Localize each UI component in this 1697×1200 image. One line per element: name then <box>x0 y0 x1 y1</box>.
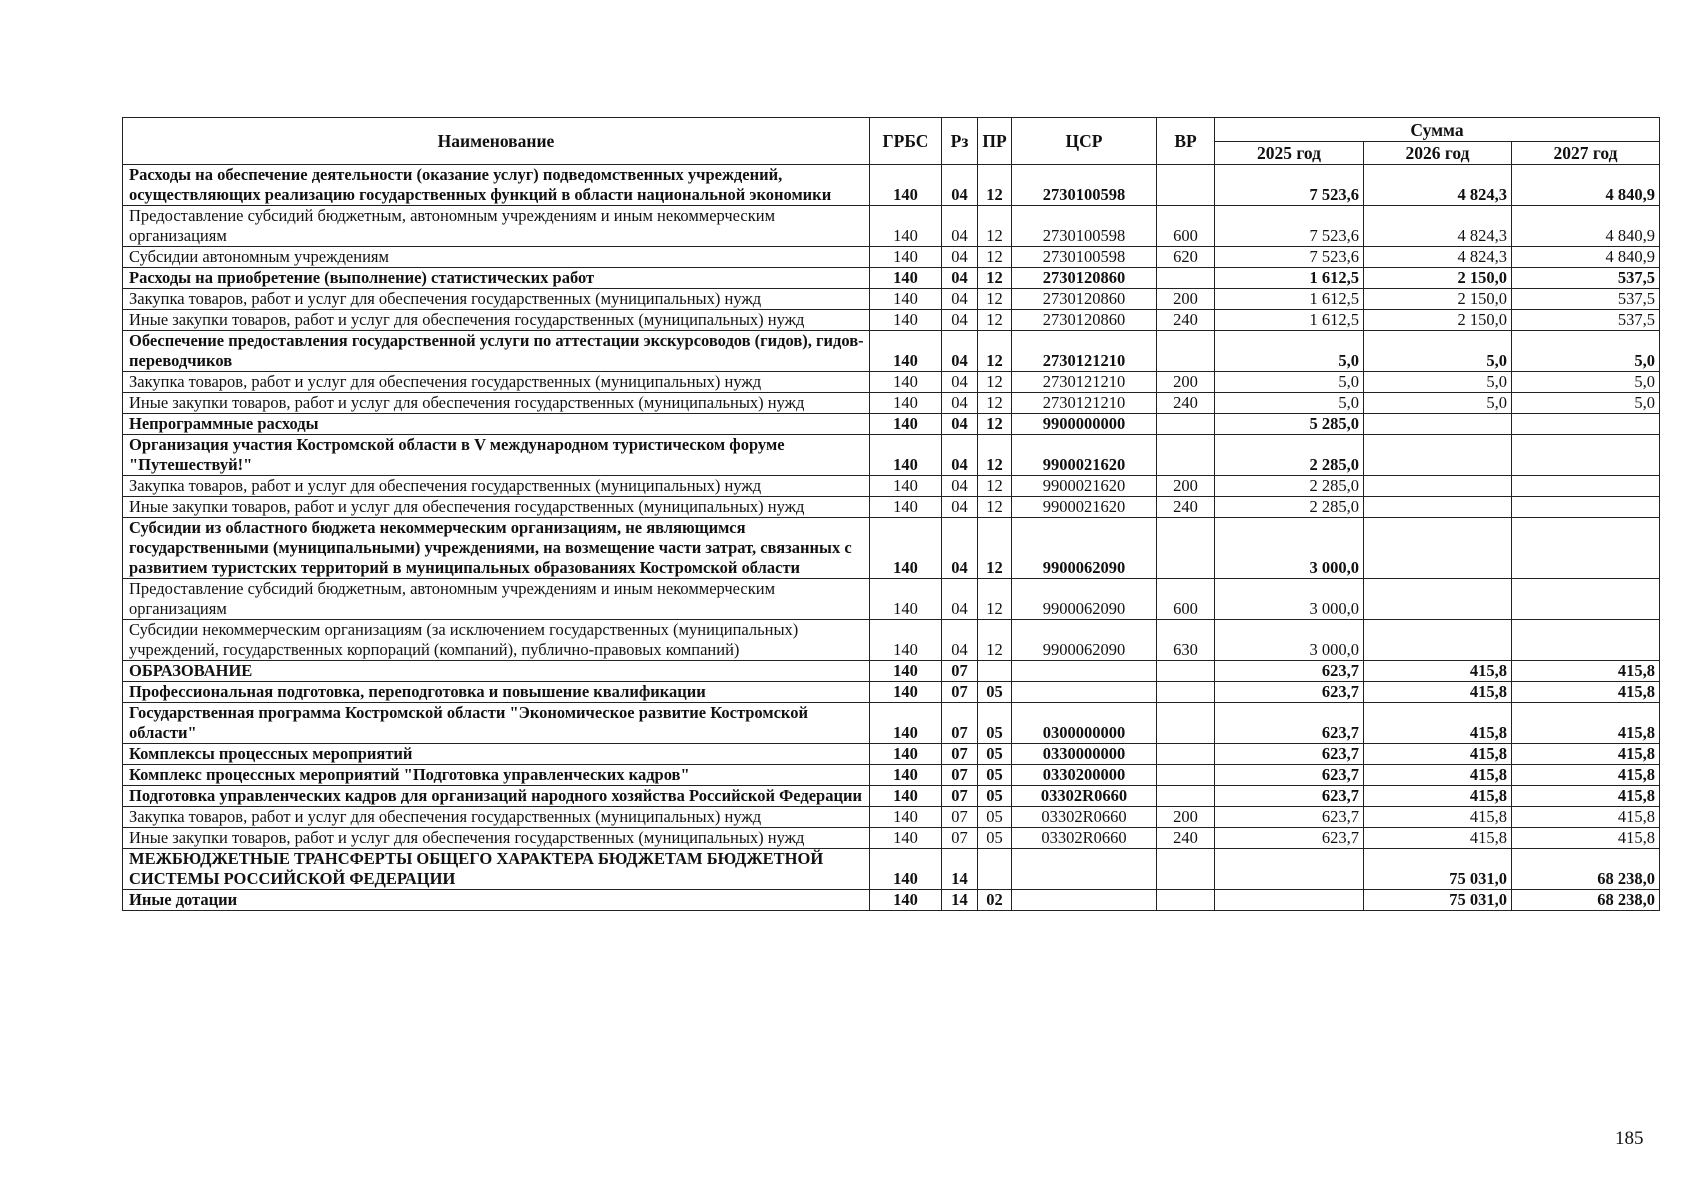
cell-2026 <box>1364 518 1512 579</box>
cell-2027: 415,8 <box>1512 786 1660 807</box>
cell-name: Непрограммные расходы <box>123 414 870 435</box>
cell-2025: 3 000,0 <box>1215 518 1364 579</box>
cell-vr: 600 <box>1157 579 1215 620</box>
cell-rz: 04 <box>942 247 978 268</box>
cell-2027: 415,8 <box>1512 682 1660 703</box>
cell-rz: 04 <box>942 476 978 497</box>
cell-2027 <box>1512 620 1660 661</box>
cell-name: Профессиональная подготовка, переподготовка и повышение квалификации <box>123 682 870 703</box>
cell-2025: 7 523,6 <box>1215 206 1364 247</box>
cell-2027: 4 840,9 <box>1512 247 1660 268</box>
cell-grbs: 140 <box>870 165 942 206</box>
table-row <box>123 476 1660 497</box>
cell-2027: 5,0 <box>1512 393 1660 414</box>
cell-vr <box>1157 890 1215 911</box>
cell-2025: 623,7 <box>1215 786 1364 807</box>
cell-csr: 0300000000 <box>1012 703 1157 744</box>
cell-grbs: 140 <box>870 703 942 744</box>
table-row <box>123 435 1660 476</box>
table-row <box>123 828 1660 849</box>
cell-grbs: 140 <box>870 682 942 703</box>
cell-2027 <box>1512 497 1660 518</box>
cell-2025: 7 523,6 <box>1215 165 1364 206</box>
cell-vr <box>1157 744 1215 765</box>
cell-csr: 9900062090 <box>1012 620 1157 661</box>
cell-vr <box>1157 414 1215 435</box>
cell-vr: 200 <box>1157 289 1215 310</box>
cell-vr: 200 <box>1157 807 1215 828</box>
cell-grbs: 140 <box>870 828 942 849</box>
cell-grbs: 140 <box>870 372 942 393</box>
cell-rz: 04 <box>942 497 978 518</box>
cell-grbs: 140 <box>870 497 942 518</box>
cell-csr: 9900062090 <box>1012 579 1157 620</box>
cell-2026: 4 824,3 <box>1364 206 1512 247</box>
cell-rz: 04 <box>942 393 978 414</box>
cell-vr: 240 <box>1157 828 1215 849</box>
cell-csr: 9900021620 <box>1012 435 1157 476</box>
cell-2025: 623,7 <box>1215 682 1364 703</box>
cell-grbs: 140 <box>870 289 942 310</box>
cell-pr: 12 <box>978 331 1012 372</box>
cell-pr: 12 <box>978 289 1012 310</box>
cell-pr: 12 <box>978 393 1012 414</box>
cell-grbs: 140 <box>870 661 942 682</box>
cell-name: Закупка товаров, работ и услуг для обеспечения государственных (муниципальных) нужд <box>123 807 870 828</box>
cell-csr <box>1012 661 1157 682</box>
cell-name: Подготовка управленческих кадров для организаций народного хозяйства Российской Федерации <box>123 786 870 807</box>
cell-2027: 68 238,0 <box>1512 849 1660 890</box>
cell-vr <box>1157 661 1215 682</box>
cell-pr: 12 <box>978 476 1012 497</box>
cell-name: Обеспечение предоставления государственной услуги по аттестации экскурсоводов (гидов), гидов-переводчиков <box>123 331 870 372</box>
table-header <box>123 118 1660 165</box>
table-row <box>123 807 1660 828</box>
cell-2027: 5,0 <box>1512 331 1660 372</box>
table-row <box>123 372 1660 393</box>
cell-vr: 240 <box>1157 310 1215 331</box>
cell-2026: 75 031,0 <box>1364 849 1512 890</box>
cell-pr: 12 <box>978 206 1012 247</box>
cell-2025 <box>1215 849 1364 890</box>
cell-rz: 07 <box>942 807 978 828</box>
table-body <box>123 165 1660 911</box>
cell-name: Иные закупки товаров, работ и услуг для обеспечения государственных (муниципальных) нужд <box>123 310 870 331</box>
cell-2026: 2 150,0 <box>1364 268 1512 289</box>
cell-grbs: 140 <box>870 786 942 807</box>
cell-rz: 04 <box>942 165 978 206</box>
cell-vr: 200 <box>1157 476 1215 497</box>
cell-pr: 12 <box>978 165 1012 206</box>
cell-pr: 12 <box>978 518 1012 579</box>
table-row <box>123 414 1660 435</box>
cell-pr: 02 <box>978 890 1012 911</box>
cell-2027: 68 238,0 <box>1512 890 1660 911</box>
cell-name: Организация участия Костромской области в V международном туристическом форуме "Путешествуй!" <box>123 435 870 476</box>
cell-grbs: 140 <box>870 331 942 372</box>
cell-2026: 2 150,0 <box>1364 310 1512 331</box>
cell-2026: 415,8 <box>1364 682 1512 703</box>
header-grbs: ГРБС <box>870 118 942 165</box>
cell-vr <box>1157 165 1215 206</box>
cell-grbs: 140 <box>870 807 942 828</box>
cell-2027: 415,8 <box>1512 828 1660 849</box>
header-pr: ПР <box>978 118 1012 165</box>
cell-csr: 9900062090 <box>1012 518 1157 579</box>
cell-grbs: 140 <box>870 310 942 331</box>
cell-grbs: 140 <box>870 620 942 661</box>
cell-2025: 1 612,5 <box>1215 268 1364 289</box>
cell-rz: 07 <box>942 682 978 703</box>
cell-grbs: 140 <box>870 393 942 414</box>
cell-2026: 415,8 <box>1364 786 1512 807</box>
cell-vr <box>1157 268 1215 289</box>
cell-2026: 4 824,3 <box>1364 247 1512 268</box>
cell-2027 <box>1512 476 1660 497</box>
cell-2025: 5,0 <box>1215 393 1364 414</box>
cell-2026: 2 150,0 <box>1364 289 1512 310</box>
cell-name: Иные дотации <box>123 890 870 911</box>
cell-2026: 415,8 <box>1364 744 1512 765</box>
cell-name: Субсидии автономным учреждениям <box>123 247 870 268</box>
budget-table <box>122 117 1660 911</box>
cell-pr: 05 <box>978 703 1012 744</box>
cell-2027: 415,8 <box>1512 807 1660 828</box>
header-2025: 2025 год <box>1215 142 1364 165</box>
table-row <box>123 393 1660 414</box>
cell-name: Иные закупки товаров, работ и услуг для обеспечения государственных (муниципальных) нужд <box>123 497 870 518</box>
cell-csr: 2730100598 <box>1012 165 1157 206</box>
cell-2027: 537,5 <box>1512 289 1660 310</box>
cell-grbs: 140 <box>870 890 942 911</box>
header-sum: Сумма <box>1215 118 1660 142</box>
cell-rz: 04 <box>942 331 978 372</box>
cell-2025: 1 612,5 <box>1215 289 1364 310</box>
cell-rz: 14 <box>942 890 978 911</box>
cell-2026 <box>1364 476 1512 497</box>
cell-vr <box>1157 518 1215 579</box>
cell-vr: 630 <box>1157 620 1215 661</box>
cell-vr <box>1157 786 1215 807</box>
cell-rz: 04 <box>942 206 978 247</box>
cell-2026 <box>1364 435 1512 476</box>
cell-vr <box>1157 331 1215 372</box>
cell-2027 <box>1512 414 1660 435</box>
cell-csr: 2730100598 <box>1012 206 1157 247</box>
table-row <box>123 703 1660 744</box>
cell-grbs: 140 <box>870 435 942 476</box>
table-row <box>123 744 1660 765</box>
table-row <box>123 620 1660 661</box>
cell-2025: 623,7 <box>1215 765 1364 786</box>
cell-csr: 2730120860 <box>1012 310 1157 331</box>
cell-2025: 5,0 <box>1215 331 1364 372</box>
cell-vr <box>1157 703 1215 744</box>
header-name: Наименование <box>123 118 870 165</box>
cell-pr: 12 <box>978 247 1012 268</box>
table-row <box>123 765 1660 786</box>
cell-2025: 5,0 <box>1215 372 1364 393</box>
cell-pr: 12 <box>978 435 1012 476</box>
cell-2025: 2 285,0 <box>1215 476 1364 497</box>
cell-2027: 415,8 <box>1512 661 1660 682</box>
cell-2025: 623,7 <box>1215 744 1364 765</box>
cell-name: Иные закупки товаров, работ и услуг для обеспечения государственных (муниципальных) нужд <box>123 393 870 414</box>
page-number: 185 <box>1615 1128 1644 1149</box>
cell-csr: 03302R0660 <box>1012 807 1157 828</box>
cell-rz: 04 <box>942 620 978 661</box>
cell-pr: 12 <box>978 414 1012 435</box>
header-csr: ЦСР <box>1012 118 1157 165</box>
cell-2027: 4 840,9 <box>1512 206 1660 247</box>
table-row <box>123 579 1660 620</box>
cell-vr: 600 <box>1157 206 1215 247</box>
cell-2026: 415,8 <box>1364 765 1512 786</box>
cell-2025: 7 523,6 <box>1215 247 1364 268</box>
cell-grbs: 140 <box>870 268 942 289</box>
cell-pr: 05 <box>978 786 1012 807</box>
cell-name: Закупка товаров, работ и услуг для обеспечения государственных (муниципальных) нужд <box>123 372 870 393</box>
cell-name: Предоставление субсидий бюджетным, автономным учреждениям и иным некоммерческим организациям <box>123 579 870 620</box>
cell-vr <box>1157 765 1215 786</box>
header-2027: 2027 год <box>1512 142 1660 165</box>
cell-name: Закупка товаров, работ и услуг для обеспечения государственных (муниципальных) нужд <box>123 289 870 310</box>
cell-2026: 415,8 <box>1364 807 1512 828</box>
cell-rz: 04 <box>942 289 978 310</box>
cell-name: Субсидии некоммерческим организациям (за исключением государственных (муниципальных) учреждений, государственных корпораций (компаний), публично-правовых компаний) <box>123 620 870 661</box>
cell-name: Расходы на приобретение (выполнение) статистических работ <box>123 268 870 289</box>
table-row <box>123 310 1660 331</box>
cell-name: Комплекс процессных мероприятий "Подготовка управленческих кадров" <box>123 765 870 786</box>
cell-2025: 623,7 <box>1215 807 1364 828</box>
cell-rz: 07 <box>942 661 978 682</box>
cell-csr: 2730100598 <box>1012 247 1157 268</box>
cell-csr: 2730121210 <box>1012 372 1157 393</box>
cell-name: ОБРАЗОВАНИЕ <box>123 661 870 682</box>
cell-rz: 07 <box>942 786 978 807</box>
cell-vr <box>1157 682 1215 703</box>
cell-2027 <box>1512 518 1660 579</box>
table-row <box>123 518 1660 579</box>
cell-csr: 03302R0660 <box>1012 786 1157 807</box>
cell-vr: 200 <box>1157 372 1215 393</box>
cell-2025: 5 285,0 <box>1215 414 1364 435</box>
cell-2025: 1 612,5 <box>1215 310 1364 331</box>
cell-2025: 2 285,0 <box>1215 497 1364 518</box>
cell-rz: 04 <box>942 414 978 435</box>
cell-pr: 12 <box>978 497 1012 518</box>
cell-2026 <box>1364 620 1512 661</box>
cell-grbs: 140 <box>870 849 942 890</box>
cell-pr: 12 <box>978 620 1012 661</box>
table-row <box>123 682 1660 703</box>
cell-2026: 415,8 <box>1364 661 1512 682</box>
cell-name: Государственная программа Костромской области "Экономическое развитие Костромской области" <box>123 703 870 744</box>
cell-2026: 75 031,0 <box>1364 890 1512 911</box>
header-rz: Рз <box>942 118 978 165</box>
cell-grbs: 140 <box>870 765 942 786</box>
cell-grbs: 140 <box>870 579 942 620</box>
cell-csr: 2730121210 <box>1012 331 1157 372</box>
cell-csr: 2730120860 <box>1012 289 1157 310</box>
cell-csr: 9900000000 <box>1012 414 1157 435</box>
cell-csr <box>1012 849 1157 890</box>
cell-name: МЕЖБЮДЖЕТНЫЕ ТРАНСФЕРТЫ ОБЩЕГО ХАРАКТЕРА БЮДЖЕТАМ БЮДЖЕТНОЙ СИСТЕМЫ РОССИЙСКОЙ ФЕДЕРАЦИИ <box>123 849 870 890</box>
table-row <box>123 849 1660 890</box>
cell-pr: 05 <box>978 682 1012 703</box>
cell-2026: 5,0 <box>1364 331 1512 372</box>
cell-2027: 5,0 <box>1512 372 1660 393</box>
cell-name: Комплексы процессных мероприятий <box>123 744 870 765</box>
table-row <box>123 661 1660 682</box>
header-2026: 2026 год <box>1364 142 1512 165</box>
cell-2027: 415,8 <box>1512 765 1660 786</box>
cell-grbs: 140 <box>870 518 942 579</box>
cell-pr: 05 <box>978 744 1012 765</box>
cell-rz: 04 <box>942 310 978 331</box>
cell-grbs: 140 <box>870 206 942 247</box>
cell-pr: 05 <box>978 807 1012 828</box>
cell-2026 <box>1364 579 1512 620</box>
cell-rz: 04 <box>942 518 978 579</box>
cell-2025: 623,7 <box>1215 703 1364 744</box>
table-row <box>123 289 1660 310</box>
table-row <box>123 247 1660 268</box>
cell-2025: 3 000,0 <box>1215 620 1364 661</box>
cell-vr <box>1157 435 1215 476</box>
cell-name: Закупка товаров, работ и услуг для обеспечения государственных (муниципальных) нужд <box>123 476 870 497</box>
cell-2027: 415,8 <box>1512 703 1660 744</box>
cell-pr <box>978 661 1012 682</box>
cell-pr: 12 <box>978 372 1012 393</box>
cell-vr: 240 <box>1157 497 1215 518</box>
cell-2025: 2 285,0 <box>1215 435 1364 476</box>
cell-grbs: 140 <box>870 414 942 435</box>
cell-pr: 12 <box>978 310 1012 331</box>
cell-2026: 415,8 <box>1364 703 1512 744</box>
cell-rz: 04 <box>942 579 978 620</box>
cell-rz: 04 <box>942 372 978 393</box>
cell-csr: 2730120860 <box>1012 268 1157 289</box>
cell-csr: 2730121210 <box>1012 393 1157 414</box>
cell-name: Субсидии из областного бюджета некоммерческим организациям, не являющимся государственными (муниципальными) учреждениями, на возмещение части затрат, связанных с развитием туристских территорий в муниципальных образованиях Костромской области <box>123 518 870 579</box>
cell-csr: 0330200000 <box>1012 765 1157 786</box>
cell-pr <box>978 849 1012 890</box>
cell-vr <box>1157 849 1215 890</box>
cell-2025: 3 000,0 <box>1215 579 1364 620</box>
cell-2027: 537,5 <box>1512 310 1660 331</box>
cell-vr: 240 <box>1157 393 1215 414</box>
table-row <box>123 497 1660 518</box>
cell-name: Предоставление субсидий бюджетным, автономным учреждениям и иным некоммерческим организациям <box>123 206 870 247</box>
table-row <box>123 786 1660 807</box>
cell-2025 <box>1215 890 1364 911</box>
cell-2026: 5,0 <box>1364 372 1512 393</box>
header-vr: ВР <box>1157 118 1215 165</box>
table-row <box>123 331 1660 372</box>
cell-grbs: 140 <box>870 247 942 268</box>
cell-rz: 07 <box>942 765 978 786</box>
cell-2027 <box>1512 435 1660 476</box>
table-row <box>123 206 1660 247</box>
cell-2027: 415,8 <box>1512 744 1660 765</box>
table-row <box>123 890 1660 911</box>
cell-csr: 0330000000 <box>1012 744 1157 765</box>
cell-2027: 537,5 <box>1512 268 1660 289</box>
cell-csr: 9900021620 <box>1012 476 1157 497</box>
table-row <box>123 165 1660 206</box>
cell-pr: 12 <box>978 268 1012 289</box>
table-row <box>123 268 1660 289</box>
cell-csr <box>1012 682 1157 703</box>
cell-2027 <box>1512 579 1660 620</box>
cell-rz: 07 <box>942 744 978 765</box>
cell-2027: 4 840,9 <box>1512 165 1660 206</box>
cell-2025: 623,7 <box>1215 828 1364 849</box>
cell-csr <box>1012 890 1157 911</box>
cell-2026: 415,8 <box>1364 828 1512 849</box>
cell-pr: 12 <box>978 579 1012 620</box>
cell-rz: 04 <box>942 435 978 476</box>
cell-grbs: 140 <box>870 744 942 765</box>
cell-2026: 4 824,3 <box>1364 165 1512 206</box>
cell-2026 <box>1364 414 1512 435</box>
cell-2026: 5,0 <box>1364 393 1512 414</box>
cell-pr: 05 <box>978 828 1012 849</box>
cell-rz: 07 <box>942 828 978 849</box>
cell-grbs: 140 <box>870 476 942 497</box>
cell-name: Расходы на обеспечение деятельности (оказание услуг) подведомственных учреждений, осуществляющих реализацию государственных функций в области национальной экономики <box>123 165 870 206</box>
cell-rz: 07 <box>942 703 978 744</box>
cell-pr: 05 <box>978 765 1012 786</box>
cell-2026 <box>1364 497 1512 518</box>
cell-name: Иные закупки товаров, работ и услуг для обеспечения государственных (муниципальных) нужд <box>123 828 870 849</box>
cell-rz: 14 <box>942 849 978 890</box>
cell-vr: 620 <box>1157 247 1215 268</box>
cell-rz: 04 <box>942 268 978 289</box>
cell-csr: 9900021620 <box>1012 497 1157 518</box>
cell-2025: 623,7 <box>1215 661 1364 682</box>
cell-csr: 03302R0660 <box>1012 828 1157 849</box>
